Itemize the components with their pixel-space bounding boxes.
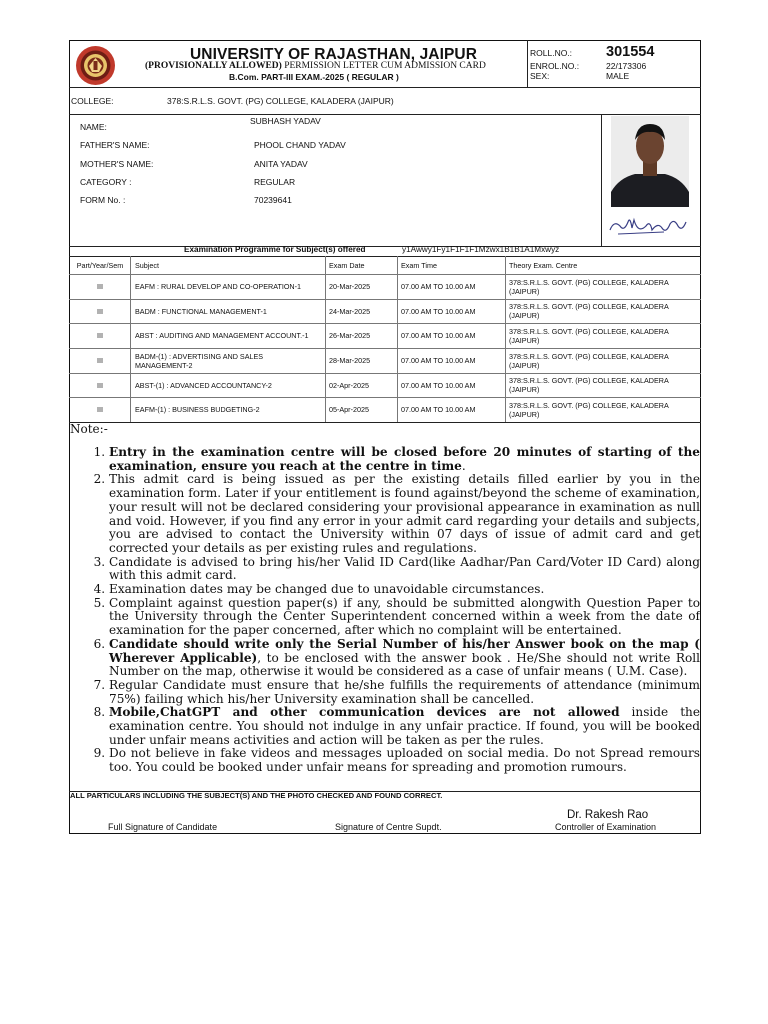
row-date: 05-Apr-2025 (329, 405, 369, 414)
row-subject: ABST-(1) : ADVANCED ACCOUNTANCY-2 (135, 380, 272, 390)
row-subject: BADM : FUNCTIONAL MANAGEMENT-1 (135, 306, 267, 316)
row-time: 07.00 AM TO 10.00 AM (401, 282, 476, 291)
programme-code: y1Awwy1Fy1F1F1F1Mzwx1B1B1A1Mxwyz (402, 245, 560, 254)
row-subject: EAFM-(1) : BUSINESS BUDGETING-2 (135, 405, 260, 414)
row-date: 24-Mar-2025 (329, 306, 371, 316)
roll-label: ROLL.NO.: (530, 48, 573, 58)
row-subject: EAFM : RURAL DEVELOP AND CO-OPERATION-1 (135, 282, 302, 291)
controller-title: Controller of Examination (555, 822, 657, 832)
controller-name: Dr. Rakesh Rao (567, 809, 649, 821)
note-item: 5. Complaint against question paper(s) if any, should be submitted alongwith Question Paper to the University through the Center Superintendent concerned within a week from the date of examination for the paper concerned, after which no complaint will be entertained. (109, 597, 700, 638)
roll-number: 301554 (606, 44, 655, 60)
note-item: 4. Examination dates may be changed due to unavoidable circumstances. (109, 583, 700, 597)
college-value: 378:S.R.L.S. GOVT. (PG) COLLEGE, KALADERA (JAIPUR) (167, 96, 394, 106)
row-time: 07.00 AM TO 10.00 AM (401, 380, 476, 390)
category-label: CATEGORY : (80, 177, 132, 187)
sex-value: MALE (606, 71, 630, 81)
row-date: 26-Mar-2025 (329, 331, 371, 340)
row-part: III (97, 405, 103, 414)
programme-title: Examination Programme for Subject(s) offered (184, 245, 366, 254)
row-subject: ABST : AUDITING AND MANAGEMENT ACCOUNT.-1 (135, 331, 309, 340)
row-centre: 378:S.R.L.S. GOVT. (PG) COLLEGE, KALADERA (JAIPUR) (509, 277, 669, 296)
candidate-photo (611, 116, 689, 207)
note-item: 1. Entry in the examination centre will be closed before 20 minutes of starting of the examination, ensure you reach at the centre in time. (109, 446, 700, 473)
category-value: REGULAR (254, 177, 296, 187)
row-date: 20-Mar-2025 (329, 282, 371, 291)
permission-letter-label: PERMISSION LETTER CUM ADMISSION CARD (281, 61, 486, 71)
college-label: COLLEGE: (71, 96, 114, 106)
mother-value: ANITA YADAV (254, 159, 308, 169)
row-time: 07.00 AM TO 10.00 AM (401, 331, 476, 340)
row-centre: 378:S.R.L.S. GOVT. (PG) COLLEGE, KALADERA (JAIPUR) (509, 326, 669, 345)
row-date: 28-Mar-2025 (329, 356, 371, 365)
row-subject: BADM-(1) : ADVERTISING AND SALES MANAGEMENT-2 (135, 351, 264, 370)
provisional-label: (PROVISIONALLY ALLOWED) (145, 61, 282, 71)
father-label: FATHER'S NAME: (80, 140, 150, 150)
note-heading: Note:- (70, 422, 108, 436)
notes-list (70, 446, 700, 775)
verification-statement: ALL PARTICULARS INCLUDING THE SUBJECT(S) AND THE PHOTO CHECKED AND FOUND CORRECT. (70, 791, 443, 800)
mother-label: MOTHER'S NAME: (80, 159, 154, 169)
note-item: 2. This admit card is being issued as per the existing details filled earlier by you in the examination form. Later if your entitlement is found against/beyond the scheme of examination, your result will not be declared considering your provisional appearance in examination as null and void. However, if you find any error in your admit card regarding your details and subjects, you are advised to contact the University within 07 days of issue of admit card and get corrected your details as per existing rules and regulations. (109, 473, 700, 555)
card-subtitle (145, 61, 486, 71)
candidate-signature (606, 208, 690, 240)
name-value: SUBHASH YADAV (250, 116, 321, 126)
university-name: UNIVERSITY OF RAJASTHAN, JAIPUR (190, 46, 478, 63)
candidate-signature-label: Full Signature of Candidate (108, 822, 218, 832)
father-value: PHOOL CHAND YADAV (254, 140, 346, 150)
header-part: Part/Year/Sem (76, 260, 124, 270)
row-part: III (97, 356, 103, 365)
header-exam-time: Exam Time (401, 260, 437, 270)
university-logo (75, 45, 116, 86)
row-time: 07.00 AM TO 10.00 AM (401, 306, 476, 316)
row-centre: 378:S.R.L.S. GOVT. (PG) COLLEGE, KALADERA (JAIPUR) (509, 302, 669, 320)
row-centre: 378:S.R.L.S. GOVT. (PG) COLLEGE, KALADERA (JAIPUR) (509, 376, 669, 394)
sex-label: SEX: (530, 71, 550, 81)
note-item: 7. Regular Candidate must ensure that he/she fulfills the requirements of attendance (minimum 75%) failing which his/her University examination shall be cancelled. (109, 679, 700, 706)
exam-name: B.Com. PART-III EXAM.-2025 ( REGULAR ) (229, 72, 399, 82)
row-part: III (97, 331, 103, 340)
form-label: FORM No. : (80, 195, 126, 205)
header-exam-date: Exam Date (329, 260, 365, 270)
row-centre: 378:S.R.L.S. GOVT. (PG) COLLEGE, KALADERA (JAIPUR) (509, 400, 669, 419)
row-date: 02-Apr-2025 (329, 380, 369, 390)
header-subject: Subject (135, 260, 159, 270)
note-item: 9. Do not believe in fake videos and messages uploaded on social media. Do not Spread remours too. You could be booked under unfair means for spreading and promotion rumours. (109, 747, 700, 774)
form-value: 70239641 (254, 195, 292, 205)
row-time: 07.00 AM TO 10.00 AM (401, 356, 476, 365)
row-part: III (97, 282, 103, 291)
row-part: III (97, 380, 103, 390)
enrol-label: ENROL.NO.: (530, 61, 580, 71)
name-label: NAME: (80, 122, 107, 132)
row-time: 07.00 AM TO 10.00 AM (401, 405, 476, 414)
centre-supdt-signature-label: Signature of Centre Supdt. (335, 822, 442, 832)
note-item: 6. Candidate should write only the Serial Number of his/her Answer book on the map ( Wherever Applicable), to be enclosed with the answer book . He/She should not write Roll Number on the map, otherwise it would be considered as a case of unfair means ( U.M. Case). (109, 638, 700, 679)
note-item: 3. Candidate is advised to bring his/her Valid ID Card(like Aadhar/Pan Card/Voter ID Card) along with this admit card. (109, 556, 700, 583)
header-centre: Theory Exam. Centre (509, 260, 578, 270)
row-part: III (97, 306, 103, 316)
note-item: 8. Mobile,ChatGPT and other communication devices are not allowed inside the examination centre. You should not indulge in any unfair practice. If found, you will be booked under unfair means activities and action will be taken as per the rules. (109, 706, 700, 747)
row-centre: 378:S.R.L.S. GOVT. (PG) COLLEGE, KALADERA (JAIPUR) (509, 351, 669, 370)
enrol-number: 22/173306 (606, 61, 647, 71)
